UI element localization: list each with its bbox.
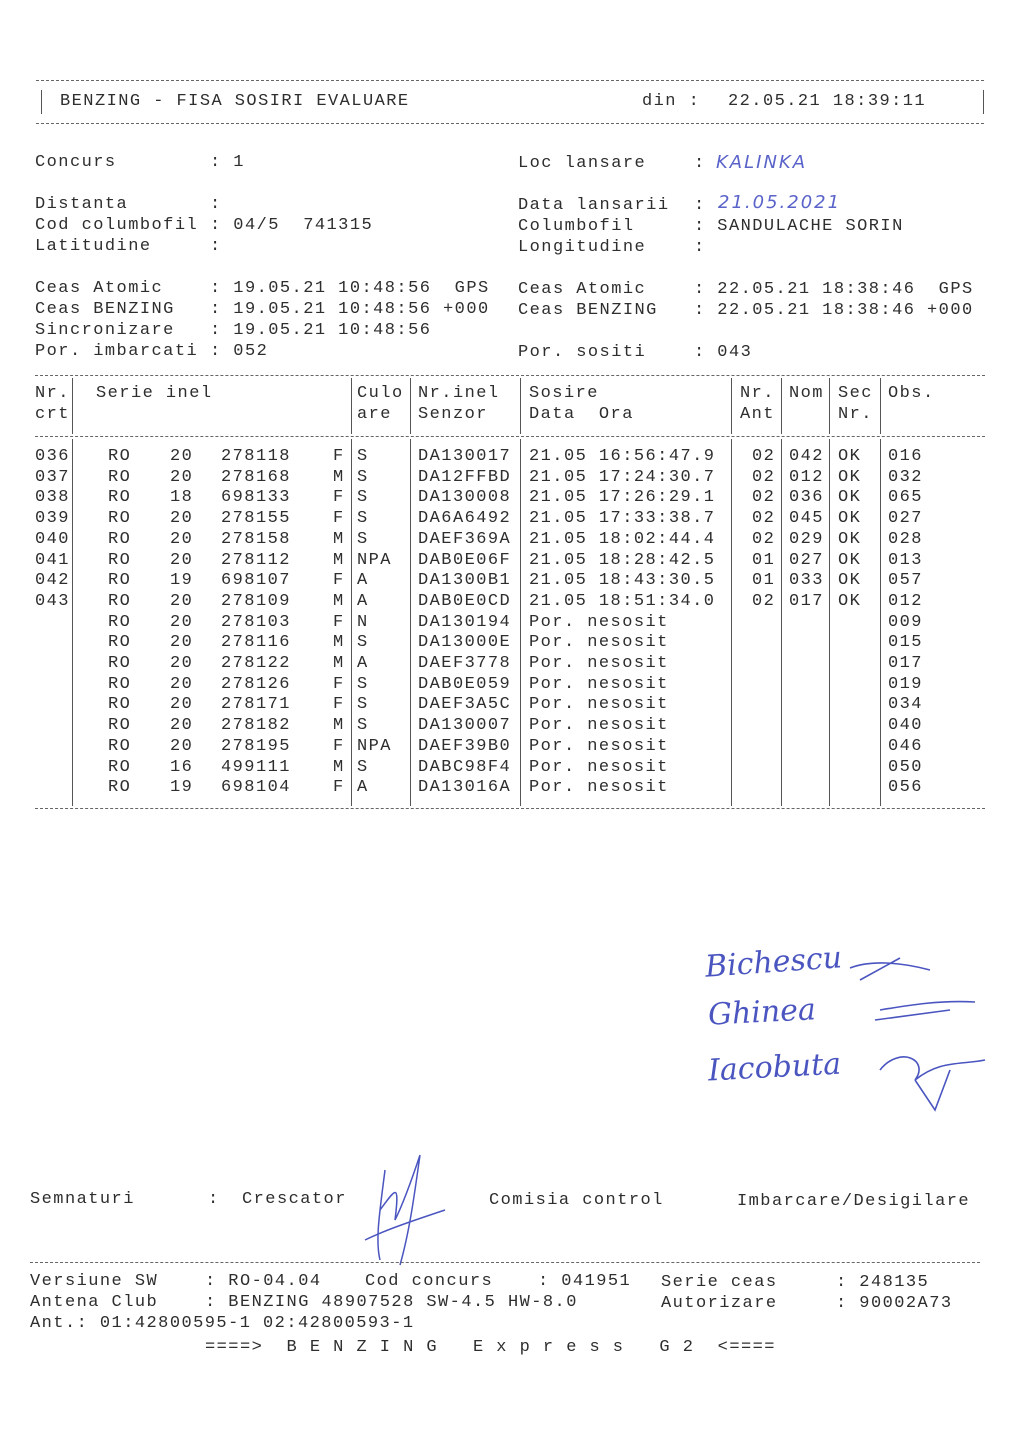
column-divider (410, 439, 411, 806)
cell-obs: 034 (888, 695, 923, 715)
cell-tara: RO (108, 467, 132, 487)
cell-sosire: 21.05 18:02:44.4 (529, 529, 716, 549)
cell-an: 19 (170, 778, 194, 798)
cell-obs: 028 (888, 529, 923, 549)
cell-nom: 042 (789, 447, 824, 466)
distanta-value: : (210, 195, 222, 214)
cell-nr: 040 (35, 529, 70, 549)
cell-senzor: DAB0E06F (418, 550, 512, 570)
col-header-sec-1: Sec (838, 384, 873, 403)
cell-ant: 02 (752, 509, 776, 529)
cell-ant: 02 (752, 529, 776, 549)
signature-iacobuta: Iacobuta (707, 1046, 842, 1089)
cell-nr: 037 (35, 467, 70, 487)
latitudine-label: Latitudine (35, 237, 152, 256)
cell-an: 20 (170, 612, 194, 632)
cell-culoare: S (357, 674, 369, 694)
cell-nr: 036 (35, 447, 70, 466)
cell-tara: RO (108, 591, 132, 611)
cell-senzor: DA13016A (418, 778, 512, 798)
cell-senzor: DAEF3778 (418, 654, 512, 673)
ceas-atomic-start-label: Ceas Atomic (35, 279, 164, 298)
cell-sosire: 21.05 16:56:47.9 (529, 447, 716, 466)
cell-inel: 278158 (221, 529, 291, 549)
cell-sec: OK (838, 467, 862, 487)
cell-obs: 040 (888, 716, 923, 736)
column-divider (731, 439, 732, 806)
col-header-ant-1: Nr. (740, 384, 775, 403)
autorizare-label: Autorizare (661, 1294, 778, 1313)
column-divider (781, 378, 782, 434)
por-imbarcati-label: Por. imbarcati (35, 342, 199, 361)
cell-sosire: Por. nesosit (529, 757, 669, 777)
column-divider (351, 378, 352, 434)
distanta-label: Distanta (35, 195, 129, 214)
serie-ceas-label: Serie ceas (661, 1273, 778, 1292)
cell-ant: 02 (752, 447, 776, 466)
cell-sex: F (333, 488, 345, 508)
cell-an: 20 (170, 736, 194, 756)
cell-sec: OK (838, 488, 862, 508)
cell-tara: RO (108, 674, 132, 694)
cell-culoare: A (357, 778, 369, 798)
cell-tara: RO (108, 529, 132, 549)
latitudine-value: : (210, 237, 222, 256)
cell-inel: 278112 (221, 550, 291, 570)
cell-culoare: A (357, 571, 369, 591)
por-sositi-value: : 043 (694, 343, 753, 362)
cell-ant: 01 (752, 550, 776, 570)
antena-club-value: : BENZING 48907528 SW-4.5 HW-8.0 (205, 1293, 578, 1312)
table-rule-bottom (35, 808, 985, 809)
cell-culoare: NPA (357, 736, 392, 756)
cell-senzor: DAEF39B0 (418, 736, 512, 756)
cell-inel: 278118 (221, 447, 291, 466)
cell-inel: 278171 (221, 695, 291, 715)
cell-sex: M (333, 757, 345, 777)
cell-obs: 012 (888, 591, 923, 611)
cell-tara: RO (108, 509, 132, 529)
cell-sosire: Por. nesosit (529, 633, 669, 653)
columbofil-value: : SANDULACHE SORIN (694, 217, 904, 236)
cod-columbofil-label: Cod columbofil (35, 216, 199, 235)
cell-ant: 01 (752, 571, 776, 591)
header-box-right (983, 90, 984, 114)
comisia-control-label: Comisia control (489, 1191, 664, 1210)
cell-sex: M (333, 467, 345, 487)
cell-sex: M (333, 591, 345, 611)
cell-tara: RO (108, 736, 132, 756)
column-divider (410, 378, 411, 434)
cell-sosire: Por. nesosit (529, 654, 669, 673)
cell-sec: OK (838, 550, 862, 570)
cell-obs: 019 (888, 674, 923, 694)
cell-senzor: DA130007 (418, 716, 512, 736)
ceas-benzing-start-label: Ceas BENZING (35, 300, 175, 319)
cell-an: 20 (170, 550, 194, 570)
cell-an: 20 (170, 509, 194, 529)
autorizare-value: : 90002A73 (836, 1294, 953, 1313)
longitudine-label: Longitudine (518, 238, 647, 257)
crescator-signature (355, 1150, 455, 1270)
column-divider (72, 439, 73, 806)
longitudine-value: : (694, 238, 706, 257)
cell-obs: 032 (888, 467, 923, 487)
concurs-value: : 1 (210, 153, 245, 172)
column-divider (731, 378, 732, 434)
cell-tara: RO (108, 612, 132, 632)
cell-tara: RO (108, 778, 132, 798)
cell-senzor: DAB0E059 (418, 674, 512, 694)
cell-inel: 278195 (221, 736, 291, 756)
cell-nom: 027 (789, 550, 824, 570)
print-date-value: 22.05.21 18:39:11 (728, 92, 927, 111)
header-box-top (36, 80, 984, 81)
cell-an: 20 (170, 674, 194, 694)
cell-nom: 029 (789, 529, 824, 549)
cell-senzor: DA130017 (418, 447, 512, 466)
signature-bichescu: Bichescu (703, 940, 844, 985)
cell-obs: 050 (888, 757, 923, 777)
column-divider (880, 378, 881, 434)
col-header-obs: Obs. (888, 384, 935, 403)
cell-sosire: Por. nesosit (529, 778, 669, 798)
header-box-left (41, 90, 42, 114)
cell-senzor: DAB0E0CD (418, 591, 512, 611)
col-header-culoare-1: Culo (357, 384, 404, 403)
signature-ghinea: Ghinea (707, 992, 817, 1033)
cell-culoare: S (357, 633, 369, 653)
cell-tara: RO (108, 695, 132, 715)
column-divider (829, 378, 830, 434)
cell-nom: 033 (789, 571, 824, 591)
cell-nr: 041 (35, 550, 70, 570)
data-lansarii-handwritten: 21.05.2021 (718, 192, 842, 213)
cell-nom: 045 (789, 509, 824, 529)
cell-senzor: DA6A6492 (418, 509, 512, 529)
cell-inel: 499111 (221, 757, 291, 777)
cell-sex: F (333, 509, 345, 529)
cell-sosire: Por. nesosit (529, 695, 669, 715)
ceas-benzing-start-value: : 19.05.21 10:48:56 +000 (210, 300, 490, 319)
versiune-sw-value: : RO-04.04 (205, 1272, 322, 1291)
cell-an: 20 (170, 529, 194, 549)
cell-inel: 278109 (221, 591, 291, 611)
cell-obs: 016 (888, 447, 923, 466)
cell-culoare: S (357, 488, 369, 508)
cell-senzor: DA130008 (418, 488, 512, 508)
cell-tara: RO (108, 447, 132, 466)
cell-senzor: DA1300B1 (418, 571, 512, 591)
col-header-ant-2: Ant (740, 405, 775, 424)
cell-sex: M (333, 633, 345, 653)
cell-tara: RO (108, 488, 132, 508)
document-title: BENZING - FISA SOSIRI EVALUARE (60, 92, 410, 111)
cell-sex: M (333, 654, 345, 673)
cell-culoare: A (357, 654, 369, 673)
data-lansarii-sep: : (694, 196, 706, 215)
data-lansarii-label: Data lansarii (518, 196, 670, 215)
cell-sosire: 21.05 18:51:34.0 (529, 591, 716, 611)
cell-an: 18 (170, 488, 194, 508)
cell-inel: 278182 (221, 716, 291, 736)
cell-ant: 02 (752, 467, 776, 487)
cell-inel: 278103 (221, 612, 291, 632)
column-divider (351, 439, 352, 806)
cell-an: 20 (170, 654, 194, 673)
cell-culoare: S (357, 757, 369, 777)
serie-ceas-value: : 248135 (836, 1273, 930, 1292)
antena-club-label: Antena Club (30, 1293, 159, 1312)
cell-nr: 038 (35, 488, 70, 508)
col-header-sosire-1: Sosire (529, 384, 599, 403)
cell-tara: RO (108, 550, 132, 570)
ceas-atomic-start-value: : 19.05.21 10:48:56 GPS (210, 279, 490, 298)
columbofil-label: Columbofil (518, 217, 635, 236)
cell-an: 20 (170, 695, 194, 715)
imbarcare-desigilare-label: Imbarcare/Desigilare (737, 1192, 971, 1211)
loc-lansare-label: Loc lansare (518, 154, 647, 173)
cell-sosire: 21.05 17:26:29.1 (529, 488, 716, 508)
column-divider (781, 439, 782, 806)
loc-lansare-sep: : (694, 154, 706, 173)
por-sositi-label: Por. sositi (518, 343, 647, 362)
loc-lansare-handwritten: KALINKA (716, 152, 808, 173)
ceas-benzing-end-value: : 22.05.21 18:38:46 +000 (694, 301, 974, 320)
cell-culoare: S (357, 716, 369, 736)
cell-sex: F (333, 778, 345, 798)
cell-senzor: DA130194 (418, 612, 512, 632)
cell-tara: RO (108, 757, 132, 777)
cell-obs: 017 (888, 654, 923, 673)
cell-nr: 043 (35, 591, 70, 611)
column-divider (520, 439, 521, 806)
col-header-nr-1: Nr. (35, 384, 70, 403)
cell-senzor: DABC98F4 (418, 757, 512, 777)
column-divider (829, 439, 830, 806)
cell-obs: 057 (888, 571, 923, 591)
antenna-ids: Ant.: 01:42800595-1 02:42800593-1 (30, 1314, 415, 1333)
cell-ant: 02 (752, 591, 776, 611)
cell-obs: 009 (888, 612, 923, 632)
cell-tara: RO (108, 654, 132, 673)
cell-obs: 065 (888, 488, 923, 508)
cell-senzor: DAEF369A (418, 529, 512, 549)
column-divider (520, 378, 521, 434)
cell-sec: OK (838, 509, 862, 529)
brand-line: ====> B E N Z I N G E x p r e s s G 2 <==== (205, 1338, 776, 1357)
cell-inel: 698107 (221, 571, 291, 591)
cell-sex: F (333, 571, 345, 591)
cell-senzor: DA12FFBD (418, 467, 512, 487)
cell-an: 20 (170, 467, 194, 487)
concurs-label: Concurs (35, 153, 117, 172)
cell-sosire: Por. nesosit (529, 674, 669, 694)
cell-ant: 02 (752, 488, 776, 508)
cell-tara: RO (108, 571, 132, 591)
table-rule-header (35, 436, 985, 437)
ceas-benzing-end-label: Ceas BENZING (518, 301, 658, 320)
cell-inel: 278122 (221, 654, 291, 673)
cod-concurs-value: : 041951 (538, 1272, 632, 1291)
cell-culoare: S (357, 447, 369, 466)
print-date-label: din : (642, 92, 701, 111)
cell-nr: 042 (35, 571, 70, 591)
versiune-sw-label: Versiune SW (30, 1272, 159, 1291)
cell-nom: 012 (789, 467, 824, 487)
col-header-culoare-2: are (357, 405, 392, 424)
cell-an: 19 (170, 571, 194, 591)
por-imbarcati-value: : 052 (210, 342, 269, 361)
cell-culoare: S (357, 695, 369, 715)
cell-senzor: DAEF3A5C (418, 695, 512, 715)
cell-culoare: NPA (357, 550, 392, 570)
semnaturi-label: Semnaturi (30, 1190, 135, 1209)
crescator-label: Crescator (242, 1190, 347, 1209)
cell-inel: 278155 (221, 509, 291, 529)
cell-sex: F (333, 736, 345, 756)
ceas-atomic-end-label: Ceas Atomic (518, 280, 647, 299)
cell-an: 20 (170, 591, 194, 611)
col-header-nrinel-1: Nr.inel (418, 384, 500, 403)
sincronizare-label: Sincronizare (35, 321, 175, 340)
cell-inel: 278126 (221, 674, 291, 694)
cell-culoare: A (357, 591, 369, 611)
cell-tara: RO (108, 716, 132, 736)
col-header-sec-2: Nr. (838, 405, 873, 424)
cell-sosire: Por. nesosit (529, 716, 669, 736)
cell-tara: RO (108, 633, 132, 653)
col-header-nr-2: crt (35, 405, 70, 424)
cell-sosire: 21.05 18:43:30.5 (529, 571, 716, 591)
cell-sec: OK (838, 591, 862, 611)
cell-an: 16 (170, 757, 194, 777)
cell-sec: OK (838, 571, 862, 591)
cell-sec: OK (838, 529, 862, 549)
column-divider (880, 439, 881, 806)
col-header-nrinel-2: Senzor (418, 405, 488, 424)
col-header-sosire-2: Data Ora (529, 405, 634, 424)
semnaturi-sep: : (208, 1190, 220, 1209)
sincronizare-value: : 19.05.21 10:48:56 (210, 321, 432, 340)
cell-senzor: DA13000E (418, 633, 512, 653)
footer-rule (30, 1262, 980, 1263)
cell-an: 20 (170, 447, 194, 466)
cell-inel: 278168 (221, 467, 291, 487)
cell-sec: OK (838, 447, 862, 466)
cod-columbofil-value: : 04/5 741315 (210, 216, 374, 235)
cell-sex: F (333, 674, 345, 694)
cell-sex: M (333, 716, 345, 736)
cell-sosire: Por. nesosit (529, 612, 669, 632)
cell-nr: 039 (35, 509, 70, 529)
cell-sex: F (333, 695, 345, 715)
cell-sex: F (333, 447, 345, 466)
cell-an: 20 (170, 716, 194, 736)
cell-sosire: 21.05 17:24:30.7 (529, 467, 716, 487)
cell-obs: 015 (888, 633, 923, 653)
col-header-serie: Serie inel (96, 384, 213, 403)
cell-culoare: S (357, 509, 369, 529)
cell-an: 20 (170, 633, 194, 653)
cell-obs: 056 (888, 778, 923, 798)
cell-inel: 698133 (221, 488, 291, 508)
cell-sosire: Por. nesosit (529, 736, 669, 756)
cell-sex: F (333, 612, 345, 632)
cell-culoare: S (357, 467, 369, 487)
cell-sosire: 21.05 18:28:42.5 (529, 550, 716, 570)
cell-nom: 036 (789, 488, 824, 508)
cod-concurs-label: Cod concurs (365, 1272, 494, 1291)
column-divider (72, 378, 73, 434)
cell-obs: 013 (888, 550, 923, 570)
cell-inel: 698104 (221, 778, 291, 798)
header-box-bottom (36, 123, 984, 124)
cell-sex: M (333, 550, 345, 570)
cell-sex: M (333, 529, 345, 549)
cell-obs: 046 (888, 736, 923, 756)
cell-obs: 027 (888, 509, 923, 529)
cell-sosire: 21.05 17:33:38.7 (529, 509, 716, 529)
ceas-atomic-end-value: : 22.05.21 18:38:46 GPS (694, 280, 974, 299)
cell-nom: 017 (789, 591, 824, 611)
cell-inel: 278116 (221, 633, 291, 653)
table-rule-top (35, 375, 985, 376)
signature-scribbles (840, 950, 1000, 1120)
cell-culoare: S (357, 529, 369, 549)
cell-culoare: N (357, 612, 369, 632)
col-header-nom: Nom (789, 384, 824, 403)
